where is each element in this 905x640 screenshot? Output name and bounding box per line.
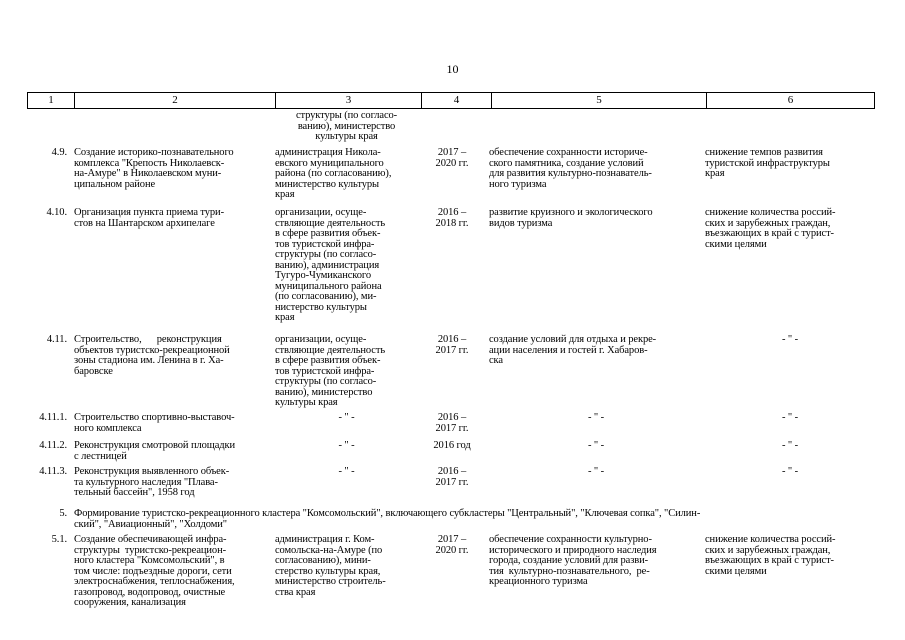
header-col-5: 5 [491,93,706,108]
row-description: Реконструкция смотровой площадки с лестницей [74,440,236,462]
row-result: - " - [587,466,605,477]
row-result: создание условий для отдыха и рекре- ации населения и гостей г. Хабаров- ска [489,334,657,366]
row-risk: снижение количества россий- ских и зарубежных граждан, въезжающих в край с турист- скими целями [705,534,836,577]
row-description: Строительство спортивно-выставоч- ного комплекса [74,412,235,434]
row-number: 4.11. [46,334,67,345]
row-term: 2016 – 2017 гг. [435,412,469,434]
row-description: Строительство, реконструкция объектов туристско-рекреационной зоны стадиона им. Ленина в г. Ха- баровске [74,334,230,377]
row-term: 2017 – 2020 гг. [435,147,469,169]
row-result: обеспечение сохранности культурно- исторического и природного наследия города, создание условий для разви- тия культурно-познавательного, ре- креационного туризма [489,534,657,587]
row-responsible: организации, осуще- ствляющие деятельность в сфере развития объек- тов туристской инфра- структуры (по согласо- ванию), министерство культуры края [275,334,386,408]
row-risk: - " - [781,334,799,345]
row-number: 4.11.3. [39,466,67,477]
section-number: 5. [59,508,67,519]
row-description: Организация пункта приема тури- стов на Шантарском архипелаге [74,207,224,229]
row-risk: - " - [781,466,799,477]
page-number: 10 [446,62,459,76]
row-number: 4.9. [51,147,67,158]
row-responsible: - " - [338,440,355,451]
row-result: - " - [587,440,605,451]
row-number: 4.11.1. [39,412,67,423]
row-responsible: - " - [338,466,355,477]
header-col-2: 2 [74,93,275,108]
row-risk: снижение темпов развития туристской инфраструктуры края [705,147,830,179]
row-risk: - " - [781,412,799,423]
row-term: 2016 – 2017 гг. [435,466,469,488]
row-description: Создание историко-познавательного комплекса "Крепость Николаевск- на-Амуре" в Николаевском муни- ципальном районе [74,147,234,190]
row-description: Реконструкция выявленного объек- та культурного наследия "Плава- тельный бассейн", 1958 год [74,466,230,498]
row-term: 2016 – 2018 гг. [435,207,469,229]
row-number: 4.10. [46,207,67,218]
row-description: Создание обеспечивающей инфра- структуры туристско-рекреацион- ного кластера "Комсомольский", в том числе: подъездные дороги, сети электроснабжения, теплоснабжения, газопровод, водопровод, очистные сооружения, канализация [74,534,235,608]
row-risk: снижение количества россий- ских и зарубежных граждан, въезжающих в край с турист- скими целями [705,207,836,250]
table-header [27,92,875,109]
row-number: 5.1. [51,534,67,545]
row-responsible: организации, осуще- ствляющие деятельность в сфере развития объек- тов туристской инфра- структуры (по согласо- ванию), администрация Тугуро-Чумиканского муниципального района (по согласованию), ми- нистерство культуры края [275,207,386,323]
header-col-4: 4 [421,93,491,108]
row-number: 4.11.2. [39,440,67,451]
header-col-1: 1 [48,94,54,106]
row-term: 2017 – 2020 гг. [435,534,469,556]
section-title: Формирование туристско-рекреационного кластера "Комсомольский", включающего субкластеры "Центральный", "Ключевая сопка", "Силин- ский", "Авиационный", "Холдоми" [74,508,701,530]
header-col-3: 3 [275,93,421,108]
continuation-responsible: структуры (по согласо- ванию), министерство культуры края [295,110,398,142]
row-responsible: администрация г. Ком- сомольска-на-Амуре (по согласованию), мини- стерство культуры края, министерство строитель- ства края [275,534,386,598]
row-result: - " - [587,412,605,423]
row-responsible: - " - [338,412,355,423]
row-term: 2016 – 2017 гг. [435,334,469,356]
row-responsible: администрация Никола- евского муниципального района (по согласованию), министерство культуры края [275,147,392,200]
row-result: развитие круизного и экологического видов туризма [489,207,653,229]
row-term: 2016 год [433,440,471,451]
header-col-6: 6 [706,93,874,108]
row-result: обеспечение сохранности историче- ского памятника, создание условий для развития культурно-познаватель- ного туризма [489,147,652,190]
row-risk: - " - [781,440,799,451]
